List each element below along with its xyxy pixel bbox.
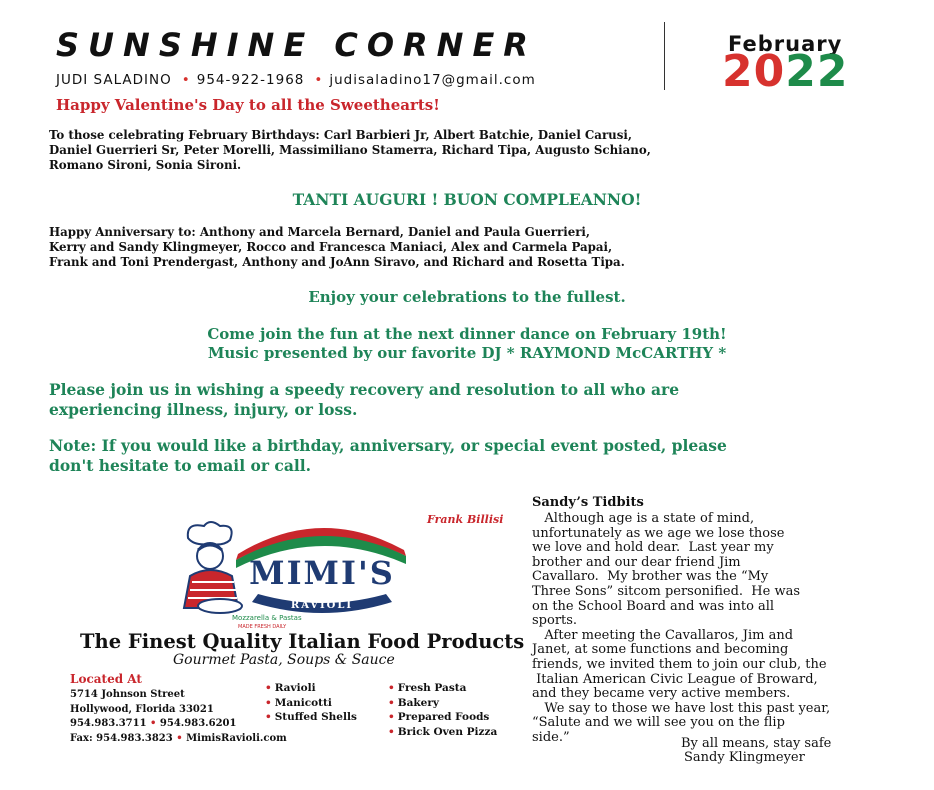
address-line: Hollywood, Florida 33021 bbox=[70, 703, 214, 715]
logo-small-text: MADE FRESH DAILY bbox=[238, 624, 287, 630]
recovery-wishes bbox=[49, 380, 679, 420]
tidbits-line: Italian American Civic League of Broward, bbox=[532, 671, 818, 687]
issue-year bbox=[722, 46, 849, 97]
tidbits-line: brother and our dear friend Jim bbox=[532, 554, 741, 570]
tidbits-line: we love and hold dear. Last year my bbox=[532, 540, 774, 556]
birthdays-line: Daniel Guerrieri Sr, Peter Morelli, Massimiliano Stamerra, Richard Tipa, Augusto Schiano, bbox=[49, 143, 651, 157]
product-item: • Stuffed Shells bbox=[265, 711, 357, 723]
recovery-line: experiencing illness, injury, or loss. bbox=[49, 400, 358, 419]
mimis-ravioli-logo bbox=[180, 520, 410, 632]
ad-address-block bbox=[70, 688, 287, 746]
bullet-icon: • bbox=[265, 682, 272, 694]
anniversary-line: Frank and Toni Prendergast, Anthony and JoAnn Siravo, and Richard and Rosetta Tipa. bbox=[49, 255, 625, 269]
ad-tagline: The Finest Quality Italian Food Products bbox=[80, 630, 525, 653]
tidbits-line: After meeting the Cavallaros, Jim and bbox=[532, 627, 794, 643]
anniversary-line: Happy Anniversary to: Anthony and Marcela Bernard, Daniel and Paula Guerrieri, bbox=[49, 225, 591, 239]
located-label: Located At bbox=[70, 672, 142, 686]
note-line: don't hesitate to email or call. bbox=[49, 456, 312, 475]
product-item: • Bakery bbox=[388, 696, 439, 709]
recovery-line: Please join us in wishing a speedy recovery and resolution to all who are bbox=[49, 380, 680, 399]
note-line: Note: If you would like a birthday, anniversary, or special event posted, please bbox=[49, 436, 727, 455]
products-list-col1 bbox=[265, 681, 357, 725]
fax-line bbox=[70, 732, 287, 747]
products-list-col2 bbox=[388, 681, 497, 739]
dinner-dance-line: Music presented by our favorite DJ * RAYMOND McCARTHY * bbox=[207, 344, 727, 362]
tidbits-author: Sandy Klingmeyer bbox=[684, 750, 805, 765]
birthdays-line: Romano Sironi, Sonia Sironi. bbox=[49, 158, 242, 172]
bullet-icon: • bbox=[176, 732, 183, 744]
birthdays-line: To those celebrating February Birthdays: Carl Barbieri Jr, Albert Batchie, Daniel Carusi, bbox=[49, 128, 632, 142]
bullet-icon: • bbox=[314, 72, 324, 88]
issue-year-part2: 22 bbox=[785, 46, 849, 97]
bullet-icon: • bbox=[150, 718, 157, 729]
tidbits-line: “Salute and we will see you on the flip bbox=[532, 715, 785, 731]
tidbits-line: Cavallaro. My brother was the “My bbox=[532, 569, 769, 585]
tidbits-line: We say to those we have lost this past year, bbox=[532, 700, 831, 716]
tidbits-line: friends, we invited them to join our club, the bbox=[532, 656, 827, 672]
contact-email[interactable]: judisaladino17@gmail.com bbox=[329, 72, 536, 88]
newsletter-title: SUNSHINE CORNER bbox=[56, 26, 537, 64]
fax-number: Fax: 954.983.3823 bbox=[70, 732, 173, 744]
tidbits-line: Janet, at some functions and becoming bbox=[532, 642, 789, 658]
logo-name: MIMI'S bbox=[249, 554, 395, 592]
logo-ribbon-text: RAVIOLI bbox=[290, 600, 354, 611]
phone-number: 954.983.3711 bbox=[70, 718, 147, 729]
dinner-dance-announcement bbox=[0, 325, 934, 363]
bullet-icon: • bbox=[388, 725, 395, 738]
contact-line bbox=[56, 72, 536, 88]
anniversary-line: Kerry and Sandy Klingmeyer, Rocco and Francesca Maniaci, Alex and Carmela Papai, bbox=[49, 240, 613, 254]
tidbits-body bbox=[532, 512, 912, 746]
tidbits-line: unfortunately as we age we lose those bbox=[532, 525, 785, 541]
phone-line bbox=[70, 717, 287, 732]
tidbits-title: Sandy’s Tidbits bbox=[532, 495, 644, 510]
bullet-icon: • bbox=[388, 696, 395, 709]
product-item: • Ravioli bbox=[265, 682, 316, 694]
tanti-auguri-heading: TANTI AUGURI ! BUON COMPLEANNO! bbox=[292, 190, 642, 209]
tidbits-line: Although age is a state of mind, bbox=[532, 511, 755, 526]
bullet-icon: • bbox=[388, 682, 395, 694]
product-item: • Brick Oven Pizza bbox=[388, 725, 498, 738]
issue-month: February bbox=[728, 32, 843, 56]
product-item: • Fresh Pasta bbox=[388, 682, 467, 694]
tidbits-line: and they became very active members. bbox=[532, 686, 791, 702]
tidbits-line: side.” bbox=[532, 729, 570, 745]
product-item: • Prepared Foods bbox=[388, 711, 490, 723]
product-item: • Manicotti bbox=[265, 696, 332, 709]
logo-small-text: Mozzarella & Pastas bbox=[232, 614, 302, 622]
contact-name: JUDI SALADINO bbox=[56, 72, 172, 88]
bullet-icon: • bbox=[265, 711, 272, 723]
bullet-icon: • bbox=[265, 696, 272, 709]
tidbits-line: on the School Board and was into all bbox=[532, 598, 775, 614]
bullet-icon: • bbox=[388, 711, 395, 723]
anniversary-paragraph bbox=[49, 225, 625, 270]
posting-note bbox=[49, 436, 727, 476]
chef-illustration-icon bbox=[184, 522, 242, 613]
enjoy-heading: Enjoy your celebrations to the fullest. bbox=[308, 288, 626, 306]
contact-phone: 954-922-1968 bbox=[196, 72, 305, 88]
tidbits-signoff: By all means, stay safe bbox=[681, 736, 832, 751]
tidbits-line: sports. bbox=[532, 613, 578, 629]
phone-number: 954.983.6201 bbox=[159, 718, 237, 729]
issue-year-part1: 20 bbox=[722, 46, 786, 97]
dinner-dance-line: Come join the fun at the next dinner dance on February 19th! bbox=[207, 325, 727, 343]
ad-contributor: Frank Billisi bbox=[427, 513, 504, 526]
bullet-icon: • bbox=[181, 72, 191, 88]
birthdays-paragraph bbox=[49, 128, 651, 173]
masthead-divider bbox=[664, 22, 665, 90]
tidbits-line: Three Sons” sitcom personified. He was bbox=[532, 583, 801, 599]
valentine-greeting: Happy Valentine's Day to all the Sweethearts! bbox=[56, 96, 440, 114]
ad-subtagline: Gourmet Pasta, Soups & Sauce bbox=[173, 652, 395, 668]
website-link[interactable]: MimisRavioli.com bbox=[186, 732, 287, 744]
address-line: 5714 Johnson Street bbox=[70, 689, 185, 700]
